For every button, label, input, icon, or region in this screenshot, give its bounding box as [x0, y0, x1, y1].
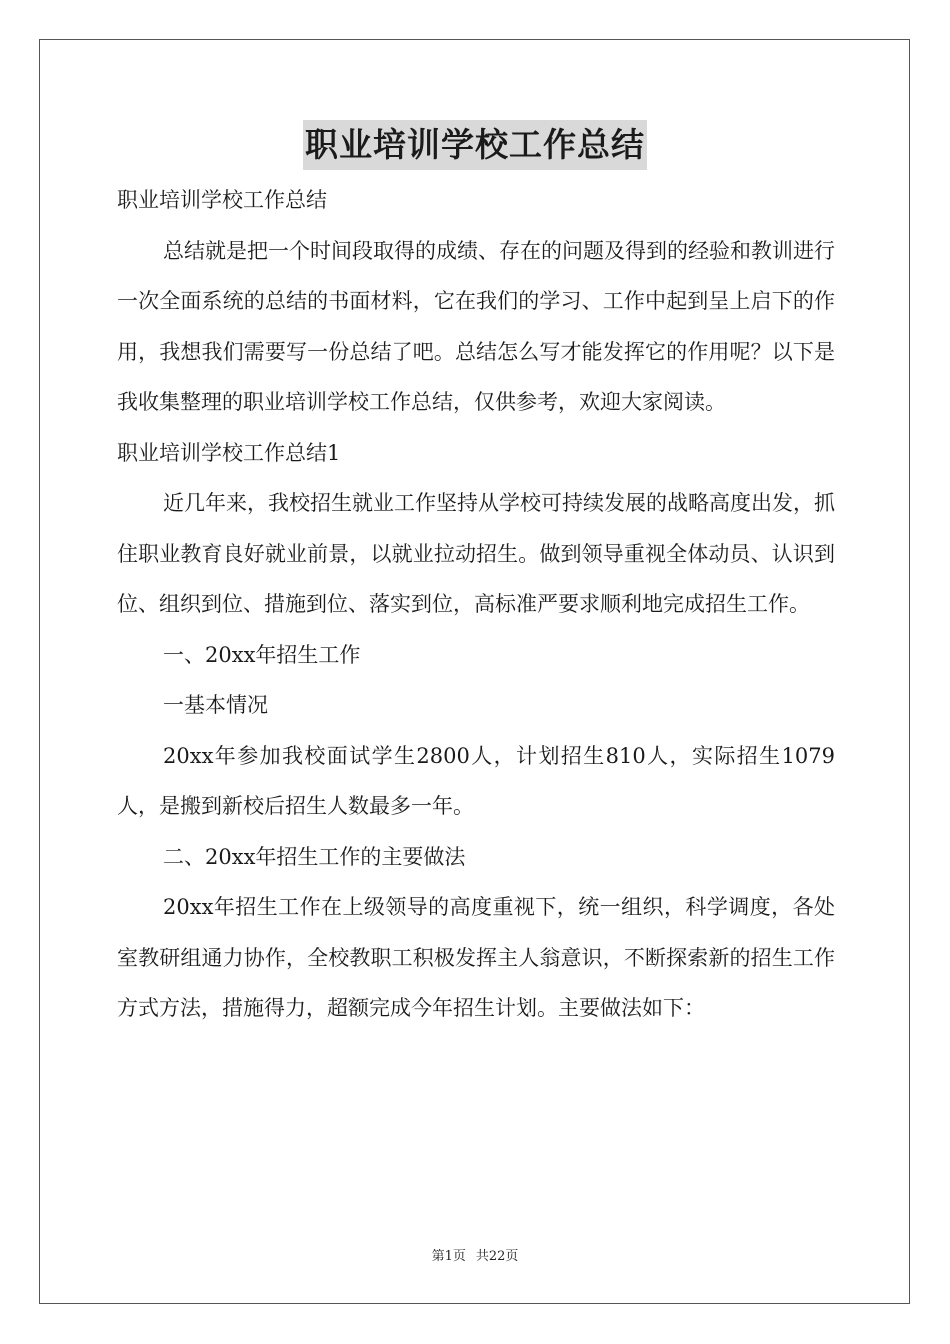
paragraph: 总结就是把一个时间段取得的成绩、存在的问题及得到的经验和教训进行一次全面系统的总结的书面材料，它在我们的学习、工作中起到呈上启下的作用，我想我们需要写一份总结了吧。总结怎么写才能发挥它的作用呢？以下是我收集整理的职业培训学校工作总结，仅供参考，欢迎大家阅读。: [117, 238, 835, 414]
section-heading: 二、20xx年招生工作的主要做法: [163, 844, 466, 869]
title-container: [0, 120, 950, 170]
paragraph: 20xx年参加我校面试学生2800人，计划招生810人，实际招生1079人，是搬到新校后招生人数最多一年。: [117, 743, 835, 818]
paragraph: 职业培训学校工作总结1: [117, 440, 341, 465]
subsection-heading: 一基本情况: [163, 693, 268, 717]
paragraph: 20xx年招生工作在上级领导的高度重视下，统一组织，科学调度，各处室教研组通力协作，全校教职工积极发挥主人翁意识，不断探索新的招生工作方式方法，措施得力，超额完成今年招生计划。主要做法如下：: [117, 895, 835, 1020]
page-number: 第1页: [431, 1249, 466, 1264]
page-total: 共22页: [475, 1249, 519, 1264]
document-title: 职业培训学校工作总结: [303, 120, 647, 170]
page-footer: [0, 1245, 950, 1264]
paragraph: 职业培训学校工作总结: [117, 188, 327, 212]
paragraph: 近几年来，我校招生就业工作坚持从学校可持续发展的战略高度出发，抓住职业教育良好就业前景，以就业拉动招生。做到领导重视全体动员、认识到位、组织到位、措施到位、落实到位，高标准严要求顺利地完成招生工作。: [117, 491, 835, 616]
section-heading: 一、20xx年招生工作: [163, 642, 361, 667]
document-body: [117, 175, 835, 1034]
